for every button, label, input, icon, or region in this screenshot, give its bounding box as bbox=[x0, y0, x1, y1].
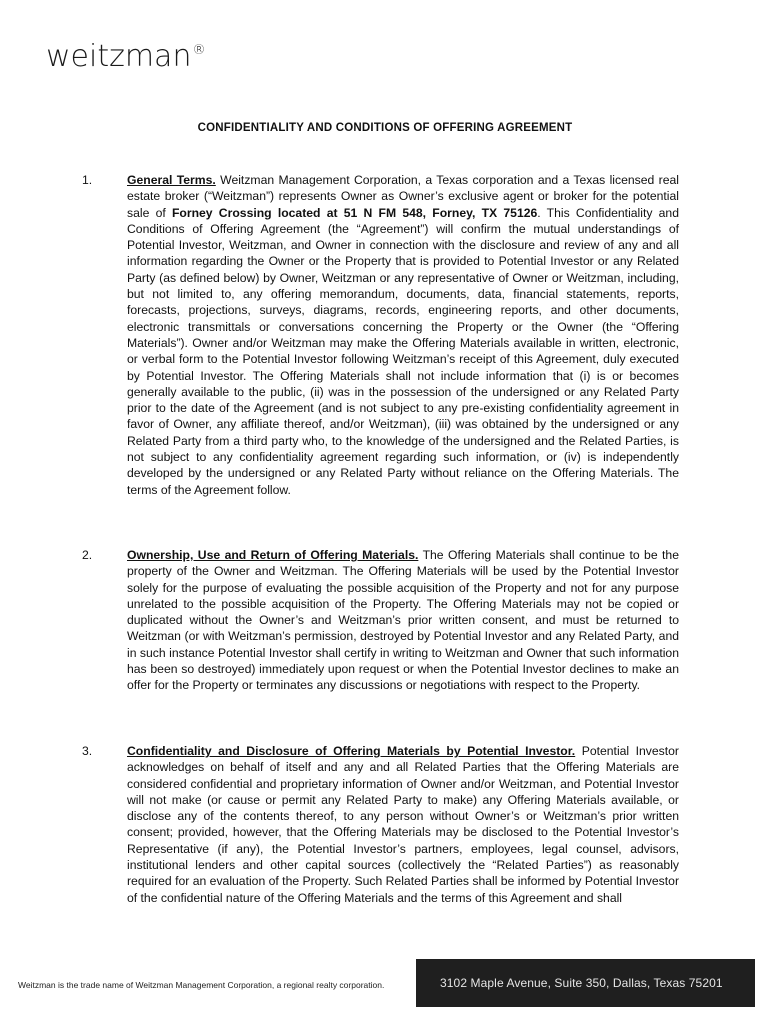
section-heading: Ownership, Use and Return of Offering Materials. bbox=[127, 548, 419, 562]
section-text: The Offering Materials shall continue to be the property of the Owner and Weitzman. The Offering Materials will be used by the Potential Investor solely for the purpose of evaluating the possible acquisition of the Property and not for any purpose unrelated to the possible acquisition of the Property. The Offering Materials may not be copied or duplicated without the Owner’s and Weitzman’s prior written consent, and must be returned to Weitzman (or with Weitzman’s permission, destroyed by Potential Investor and any Related Party, and in such instance Potential Investor shall certify in writing to Weitzman and Owner that such information has been so destroyed) immediately upon request or when the Potential Investor declines to make an offer for the Property or terminates any discussions or negotiations with respect to the Property. bbox=[127, 548, 679, 693]
section-number: 1. bbox=[82, 173, 93, 187]
document-title: CONFIDENTIALITY AND CONDITIONS OF OFFERING AGREEMENT bbox=[197, 122, 573, 134]
logo-text: weitzman bbox=[46, 39, 192, 74]
section-paragraph bbox=[127, 743, 679, 906]
footer-address: 3102 Maple Avenue, Suite 350, Dallas, Texas 75201 bbox=[440, 976, 723, 990]
section-number: 3. bbox=[82, 744, 93, 758]
section-text: Potential Investor acknowledges on behalf of itself and any and all Related Parties that the Offering Materials are considered confidential and proprietary information of Owner and/or Weitzman, and Potential Investor will not make (or cause or permit any Related Party to make) any Offering Materials available, or disclose any of the contents thereof, to any person without Owner’s or Weitzman’s prior written consent; provided, however, that the Offering Materials may be disclosed to the Potential Investor’s Representative (if any), the Potential Investor’s partners, employees, legal counsel, advisors, institutional lenders and other capital sources (collectively the “Related Parties”) as reasonably required for an evaluation of the Property. Such Related Parties shall be informed by Potential Investor of the confidential nature of the Offering Materials and the terms of this Agreement and shall bbox=[127, 744, 679, 905]
section-heading: General Terms. bbox=[127, 173, 216, 187]
section-number: 2. bbox=[82, 548, 93, 562]
section-paragraph bbox=[127, 547, 679, 694]
section-paragraph bbox=[127, 172, 679, 498]
footer-address-bar bbox=[416, 959, 755, 1007]
section-text: Weitzman Management Corporation, a Texas corporation and a Texas licensed real estate broker (“Weitzman”) represents Owner as Owner’s exclusive agent or broker for the potential sale of bbox=[127, 173, 679, 220]
section-text-continued: . This Confidentiality and Conditions of Offering Agreement (the “Agreement”) will confirm the mutual understandings of Potential Investor, Weitzman, and Owner in connection with the disclosure and review of any and all information regarding the Owner or the Property that is provided to Potential Investor or any Related Party (as defined below) by Owner, Weitzman or any representative of Owner or Weitzman, including, but not limited to, any offering memorandum, documents, data, financial statements, reports, forecasts, projections, surveys, diagrams, records, engineering reports, and other documents, electronic transmittals or conversations concerning the Property or the Owner (the “Offering Materials”). Owner and/or Weitzman may make the Offering Materials available in written, electronic, or verbal form to the Potential Investor following Weitzman’s receipt of this Agreement, duly executed by Potential Investor. The Offering Materials shall not include information that (i) is or becomes generally available to the public, (ii) was in the possession of the undersigned or any Related Party prior to the date of the Agreement (and is not subject to any pre-existing confidentiality agreement in favor of Owner, any affiliate thereof, and/or Weitzman), (iii) was obtained by the undersigned or any Related Party from a third party who, to the knowledge of the undersigned and the Related Parties, is not subject to any confidentiality agreement regarding such information, or (iv) is independently developed by the undersigned or any Related Party without reliance on the Offering Materials. The terms of the Agreement follow. bbox=[127, 205, 679, 497]
weitzman-logo bbox=[46, 39, 206, 74]
footer-trade-name: Weitzman is the trade name of Weitzman Management Corporation, a regional realty corporation. bbox=[18, 980, 385, 990]
registered-mark: ® bbox=[192, 43, 206, 58]
property-address: Forney Crossing located at 51 N FM 548, Forney, TX 75126 bbox=[171, 205, 538, 220]
section-heading: Confidentiality and Disclosure of Offering Materials by Potential Investor. bbox=[127, 744, 576, 758]
